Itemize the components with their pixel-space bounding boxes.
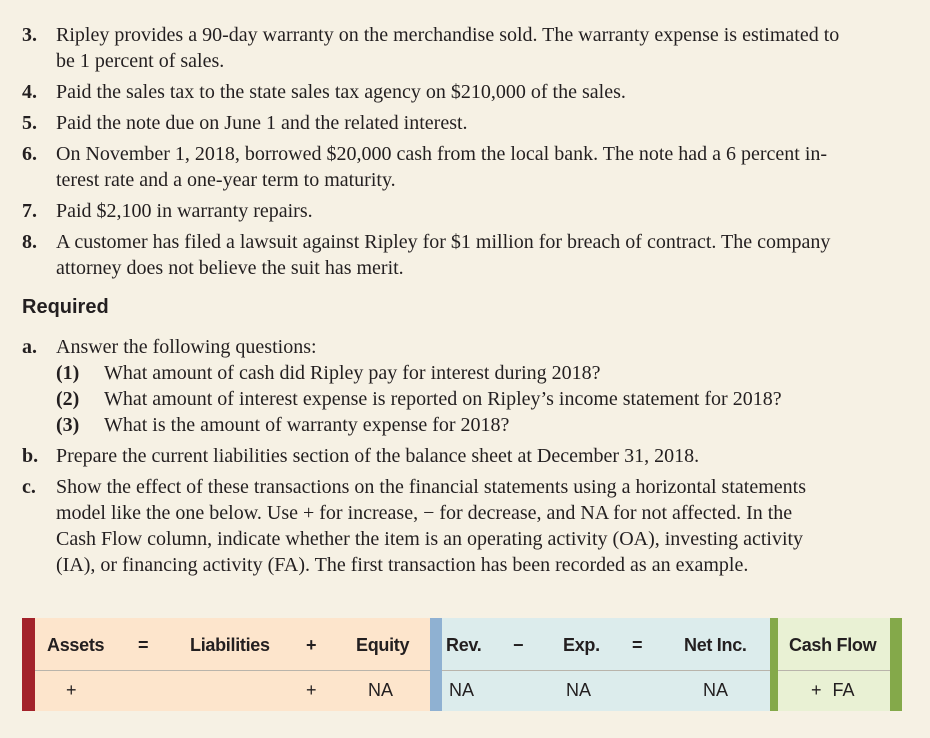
header-minus: − — [513, 635, 524, 655]
required-text: Prepare the current liabilities section of the balance sheet at December 31, 2018. — [56, 445, 700, 467]
header-equity: Equity — [356, 635, 410, 655]
header-rule — [442, 670, 770, 671]
header-equals: = — [632, 635, 643, 655]
header-equals: = — [138, 635, 149, 655]
row-liabilities: + — [306, 680, 317, 700]
row-expense: NA — [566, 680, 592, 700]
question-text: What is the amount of warranty expense for 2018? — [104, 414, 510, 436]
header-rule — [35, 670, 430, 671]
transaction-number: 3. — [22, 24, 37, 46]
transaction-text: Ripley provides a 90-day warranty on the merchandise sold. The warranty expense is estimated to — [56, 24, 840, 46]
row-equity: NA — [368, 680, 394, 700]
transaction-text: terest rate and a one-year term to maturity. — [56, 169, 396, 191]
transaction-number: 7. — [22, 200, 37, 222]
transaction-number: 8. — [22, 231, 37, 253]
cash-flow-bar-left — [770, 618, 778, 711]
required-letter: a. — [22, 336, 37, 358]
header-liabilities: Liabilities — [190, 635, 270, 655]
income-statement-bar — [430, 618, 442, 711]
cash-flow-bar-right — [890, 618, 902, 711]
transaction-number: 5. — [22, 112, 37, 134]
question-number: (1) — [56, 362, 80, 384]
required-text: Cash Flow column, indicate whether the item is an operating activity (OA), investing activity — [56, 528, 804, 550]
row-net-income: NA — [703, 680, 729, 700]
required-text: Show the effect of these transactions on the financial statements using a horizontal statements — [56, 476, 806, 498]
transaction-text: Paid the sales tax to the state sales tax agency on $210,000 of the sales. — [56, 81, 626, 103]
transaction-text: On November 1, 2018, borrowed $20,000 cash from the local bank. The note had a 6 percent in- — [56, 143, 828, 165]
row-revenue: NA — [449, 680, 475, 700]
header-rule — [778, 670, 890, 671]
header-net-income: Net Inc. — [684, 635, 747, 655]
question-number: (3) — [56, 414, 80, 436]
header-assets: Assets — [47, 635, 105, 655]
required-letter: c. — [22, 476, 36, 498]
header-expense: Exp. — [563, 635, 600, 655]
header-cash-flow: Cash Flow — [789, 635, 877, 655]
required-text: (IA), or financing activity (FA). The first transaction has been recorded as an example. — [56, 554, 749, 576]
question-text: What amount of cash did Ripley pay for interest during 2018? — [104, 362, 601, 384]
transaction-text: Paid the note due on June 1 and the related interest. — [56, 112, 468, 134]
transaction-number: 6. — [22, 143, 37, 165]
transaction-number: 4. — [22, 81, 37, 103]
required-heading: Required — [22, 296, 109, 318]
required-text: model like the one below. Use + for increase, − for decrease, and NA for not affected. In the — [56, 502, 793, 524]
header-plus: + — [306, 635, 317, 655]
row-cash-flow: + FA — [811, 680, 855, 700]
header-revenue: Rev. — [446, 635, 482, 655]
transaction-text: A customer has filed a lawsuit against Ripley for $1 million for breach of contract. The company — [56, 231, 831, 253]
transaction-text: be 1 percent of sales. — [56, 50, 225, 72]
balance-sheet-bar — [22, 618, 35, 711]
required-letter: b. — [22, 445, 39, 467]
row-assets: + — [66, 680, 77, 700]
required-text: Answer the following questions: — [56, 336, 317, 358]
transaction-text: attorney does not believe the suit has merit. — [56, 257, 404, 279]
question-number: (2) — [56, 388, 80, 410]
transaction-text: Paid $2,100 in warranty repairs. — [56, 200, 313, 222]
question-text: What amount of interest expense is reported on Ripley’s income statement for 2018? — [104, 388, 782, 410]
